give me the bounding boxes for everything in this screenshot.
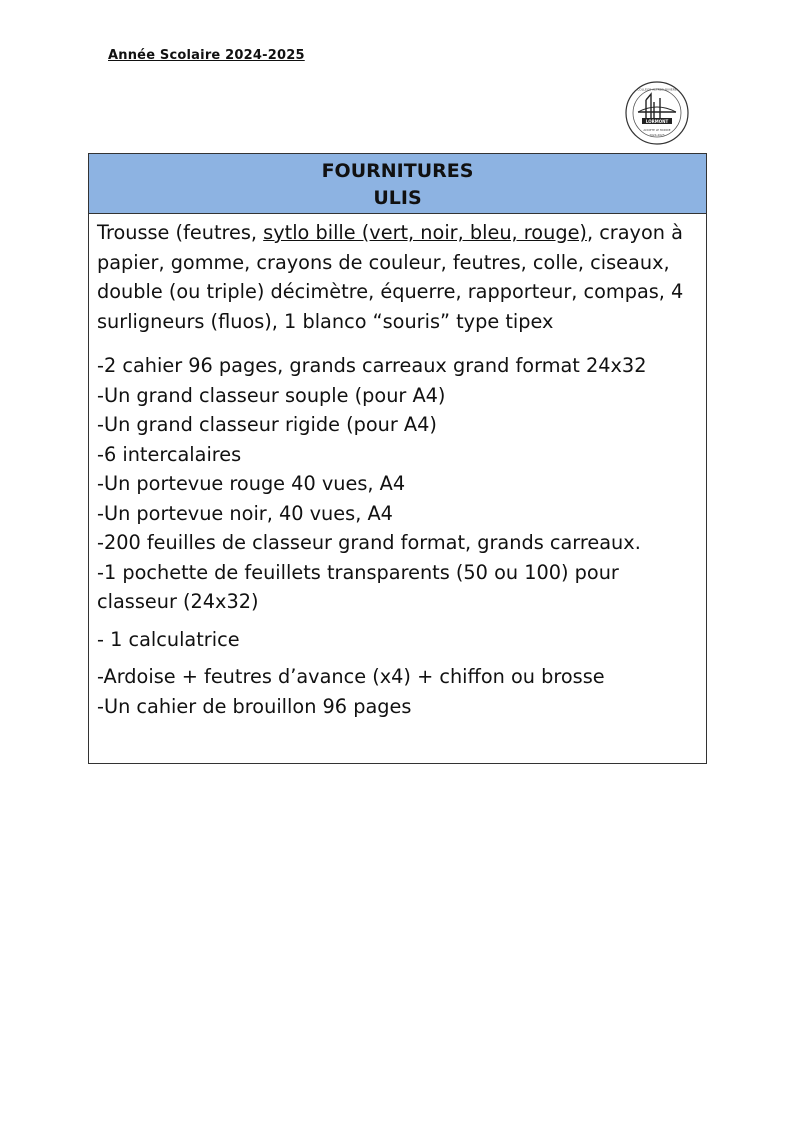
trousse-suffix: , crayon à papier, gomme, crayons de couleur, feutres, colle, ciseaux, double (ou triple) décimètre, équerre, rapporteur, compas, 4 surligneurs (fluos), 1 blanco “souris” type tipex [97, 221, 684, 333]
calculator-item: - 1 calculatrice [97, 627, 240, 651]
school-year-heading: Année Scolaire 2024-2025 [108, 48, 305, 63]
logo-text-bottom: ADOPTE LE MONDE [643, 128, 671, 132]
supplies-table-header [89, 154, 706, 214]
list-item: -200 feuilles de classeur grand format, grands carreaux. [97, 531, 641, 554]
trousse-underlined-text: sytlo bille (vert, noir, bleu, rouge) [263, 221, 587, 244]
list-item: -Un cahier de brouillon 96 pages [97, 694, 412, 718]
supplies-table-body [89, 214, 706, 721]
list-item: -Un grand classeur souple (pour A4) [97, 383, 446, 407]
school-seal-icon [624, 80, 690, 146]
trousse-paragraph [97, 218, 698, 336]
trousse-prefix: Trousse (feutres, [97, 221, 264, 244]
list-item: -Un portevue noir, 40 vues, A4 [97, 501, 393, 525]
logo-years: 2024-2025 [649, 133, 665, 137]
list-item: -Un portevue rouge 40 vues, A4 [97, 472, 406, 495]
logo-name: LORMONT [645, 118, 669, 124]
table-title: FOURNITURES [321, 160, 474, 182]
list-item: -2 cahier 96 pages, grands carreaux grand format 24x32 [97, 354, 647, 377]
table-subtitle: ULIS [373, 187, 422, 209]
supplies-table [88, 153, 707, 764]
list-item: -Un grand classeur rigide (pour A4) [97, 413, 437, 436]
list-item: -1 pochette de feuillets transparents (50 ou 100) pour classeur (24x32) [97, 560, 619, 613]
logo-text-top: COLLÈGE ALFRED-RIVIÈRE [637, 87, 677, 92]
list-item: -Ardoise + feutres d’avance (x4) + chiffon ou brosse [97, 665, 605, 688]
list-item: -6 intercalaires [97, 442, 242, 466]
